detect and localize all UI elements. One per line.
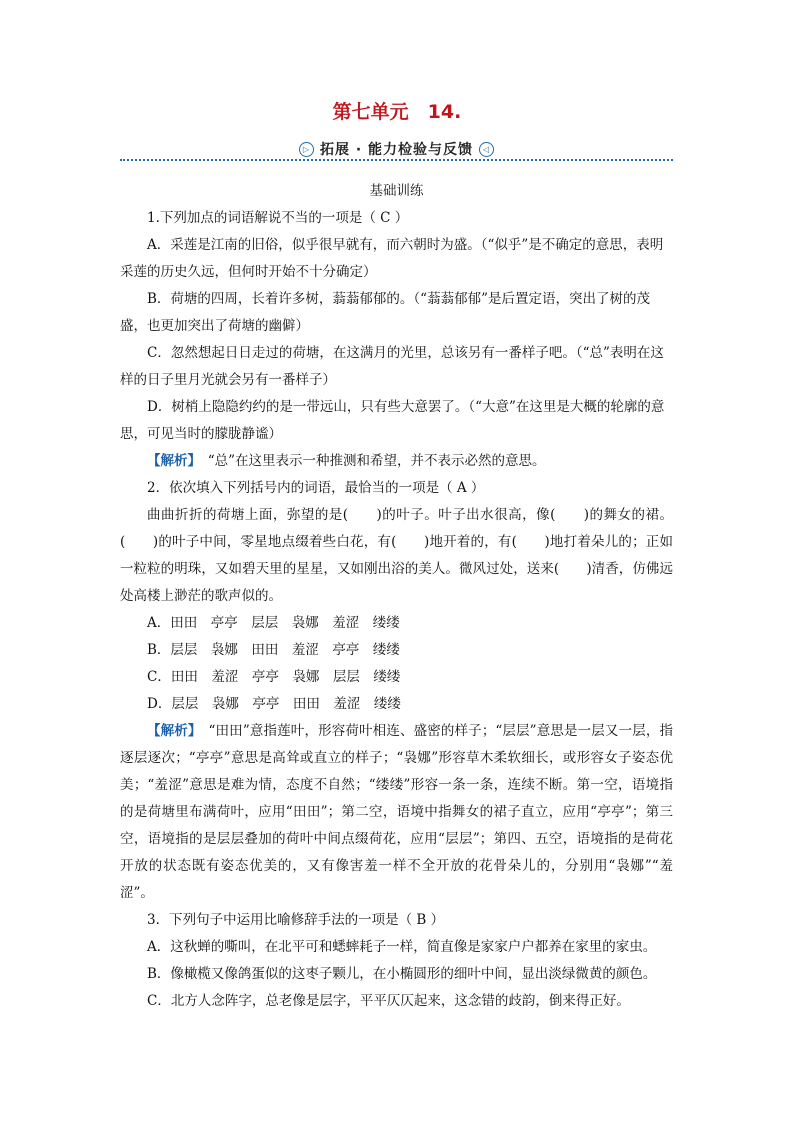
dotted-divider — [120, 159, 673, 161]
question-3-stem: 3．下列句子中运用比喻修辞手法的一项是（ B ） — [147, 912, 445, 928]
question-3-option-c: C．北方人念阵字，总老像是层字，平平仄仄起来，这念错的歧韵，倒来得正好。 — [147, 993, 630, 1009]
question-3-option-b: B．像橄榄又像鸽蛋似的这枣子颗儿，在小椭圆形的细叶中间，显出淡绿微黄的颜色。 — [147, 966, 657, 982]
analysis-tag: 【解析】 — [147, 723, 195, 739]
question-1-analysis — [120, 448, 673, 475]
question-3-option-a: A．这秋蝉的嘶叫，在北平可和蟋蟀耗子一样，简直像是家家户户都养在家里的家虫。 — [147, 939, 657, 955]
question-2-option-d: D．层层 袅娜 亭亭 田田 羞涩 缕缕 — [147, 696, 401, 712]
document-body — [120, 178, 673, 1015]
question-2-analysis — [120, 718, 673, 907]
question-2-option-b: B．层层 袅娜 田田 羞涩 亭亭 缕缕 — [147, 642, 400, 658]
unit-title: 第七单元 14. — [332, 101, 462, 123]
question-1-option-d: D．树梢上隐隐约约的是一带远山，只有些大意罢了。（“大意”在这里是大概的轮廓的意思，可见当时的朦胧静谧） — [120, 399, 665, 442]
question-2-option-c: C．田田 羞涩 亭亭 袅娜 层层 缕缕 — [147, 669, 401, 685]
section-heading: 基础训练 — [369, 183, 424, 199]
question-2-stem: 2．依次填入下列括号内的词语，最恰当的一项是（ A ） — [147, 480, 485, 496]
analysis-text: “田田”意指莲叶，形容荷叶相连、盛密的样子；“层层”意思是一层又一层，指逐层逐次；“亭亭”意思是高耸或直立的样子；“袅娜”形容草木柔软细长，或形容女子姿态优美；“羞涩”意思是难为情，态度不自然；“缕缕”形容一条一条，连续不断。第一空，语境指的是荷塘里布满荷叶，应用“田田”；第二空，语境中指舞女的裙子直立，应用“亭亭”；第三空，语境指的是层层叠加的荷叶中间点缀荷花，应用“层层”；第四、五空，语境指的是荷花开放的状态既有姿态优美的，又有像害羞一样不全开放的花骨朵儿的，分别用“袅娜”“羞涩”。 — [120, 723, 674, 901]
analysis-tag: 【解析】 — [147, 453, 195, 469]
question-1-option-c: C．忽然想起日日走过的荷塘，在这满月的光里，总该另有一番样子吧。（“总”表明在这样的日子里月光就会另有一番样子） — [120, 345, 664, 388]
question-1-option-b: B．荷塘的四周，长着许多树，蓊蓊郁郁的。（“蓊蓊郁郁”是后置定语，突出了树的茂盛，也更加突出了荷塘的幽僻） — [120, 291, 650, 334]
play-left-icon: ◁ — [479, 142, 494, 157]
section-banner — [120, 137, 673, 163]
analysis-text: “总”在这里表示一种推测和希望，并不表示必然的意思。 — [194, 453, 546, 469]
question-1-option-a: A．采莲是江南的旧俗，似乎很早就有，而六朝时为盛。（“似乎”是不确定的意思，表明采莲的历史久远，但何时开始不十分确定） — [120, 237, 664, 280]
question-2-passage: 曲曲折折的荷塘上面，弥望的是( )的叶子。叶子出水很高，像( )的舞女的裙。( )的叶子中间，零星地点缀着些白花，有( )地开着的，有( )地打着朵儿的；正如一粒粒的明珠，又如碧天里的星星，又如刚出浴的美人。微风过处，送来( )清香，仿佛远处高楼上渺茫的歌声似的。 — [120, 507, 673, 604]
question-1-stem: 1.下列加点的词语解说不当的一项是（ C ） — [147, 210, 409, 226]
question-2-option-a: A．田田 亭亭 层层 袅娜 羞涩 缕缕 — [147, 615, 400, 631]
banner-label: 拓展 · 能力检验与反馈 — [319, 142, 474, 158]
play-right-icon: ▷ — [299, 142, 314, 157]
